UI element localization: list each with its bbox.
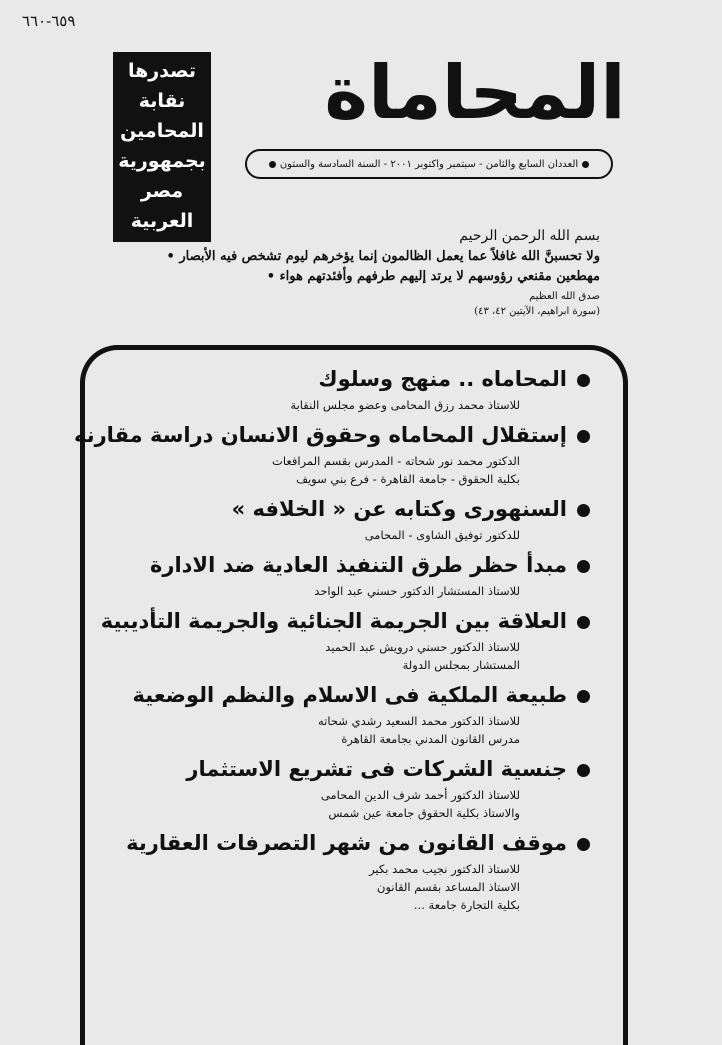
article-title: إستقلال المحاماه وحقوق الانسان دراسة مقارنه (73, 423, 567, 447)
article-entry (90, 362, 590, 414)
article-author: للاستاذ الدكتور حسني درويش عبد الحميد (325, 640, 520, 654)
issue-banner (245, 149, 613, 179)
bullet-icon (577, 374, 590, 387)
article-entry (90, 826, 590, 914)
article-title: العلاقة بين الجريمة الجنائية والجريمة التأديبية (100, 609, 567, 633)
bullet-icon (577, 764, 590, 777)
publisher-line: نقابة (138, 90, 186, 112)
article-title: السنهورى وكتابه عن « الخلافه » (231, 497, 567, 521)
bullet-icon (582, 161, 589, 168)
article-entry (90, 604, 590, 674)
quran-verse (120, 228, 600, 317)
publisher-box (113, 52, 211, 242)
article-author: للاستاذ محمد رزق المحامى وعضو مجلس النقابة (290, 398, 520, 412)
article-author: للدكتور توفيق الشاوى - المحامى (364, 528, 520, 542)
article-author: للاستاذ الدكتور محمد السعيد رشدي شحاته (318, 714, 520, 728)
basmala: بسم الله الرحمن الرحيم (459, 228, 600, 244)
page-number: ٦٥٩-٦٦٠ (22, 12, 76, 30)
bullet-icon (577, 690, 590, 703)
article-author: مدرس القانون المدني بجامعة القاهرة (341, 732, 520, 746)
issue-text: العددان السابع والثامن - سبتمبر واكتوبر ٢٠٠١ - السنة السادسة والستون (279, 158, 579, 170)
article-author: بكلية التجارة جامعة ... (413, 898, 520, 912)
bullet-icon (577, 504, 590, 517)
article-author: للاستاذ الدكتور أحمد شرف الدين المحامى (320, 788, 520, 802)
publisher-line: مصر (140, 180, 184, 202)
article-entry (90, 548, 590, 600)
verse-closing: صدق الله العظيم (529, 291, 600, 302)
bullet-icon (577, 616, 590, 629)
article-entry (90, 492, 590, 544)
verse-text: ولا تحسبنَّ الله غافلاً عما يعمل الظالمون إنما يؤخرهم ليوم تشخص فيه الأبصار • مهطعين مقنعي رؤوسهم لا يرتد إليهم طرفهم وأفئدتهم هواء • (166, 249, 600, 284)
bullet-icon (577, 430, 590, 443)
verse-source: (سورة ابراهيم، الآيتين ٤٢، ٤٣) (474, 306, 600, 317)
article-title: المحاماه .. منهج وسلوك (318, 367, 567, 391)
article-entry (73, 418, 590, 488)
article-author: والاستاذ بكلية الحقوق جامعة عين شمس (328, 806, 520, 820)
article-entry (90, 752, 590, 822)
article-author: للاستاذ المستشار الدكتور حسني عبد الواحد (314, 584, 520, 598)
article-author: بكلية الحقوق - جامعة القاهرة - فرع بني سويف (296, 472, 520, 486)
publisher-line: المحامين (120, 120, 204, 142)
bullet-icon (269, 161, 276, 168)
article-title: موقف القانون من شهر التصرفات العقارية (126, 831, 567, 855)
article-entry (90, 678, 590, 748)
bullet-icon (577, 560, 590, 573)
article-author: الاستاذ المساعد بقسم القانون (377, 880, 520, 894)
contents-list (73, 362, 590, 918)
publisher-line: العربية (130, 210, 194, 232)
masthead-title: المحاماة (324, 50, 626, 136)
publisher-line: تصدرها (127, 60, 197, 82)
publisher-line: بجمهورية (118, 150, 206, 172)
article-title: جنسية الشركات فى تشريع الاستثمار (186, 757, 567, 781)
article-author: الدكتور محمد نور شحاته - المدرس بقسم المرافعات (272, 454, 520, 468)
article-title: طبيعة الملكية فى الاسلام والنظم الوضعية (132, 683, 567, 707)
article-author: المستشار بمجلس الدولة (402, 658, 520, 672)
bullet-icon (577, 838, 590, 851)
article-title: مبدأ حظر طرق التنفيذ العادية ضد الادارة (149, 553, 567, 577)
article-author: للاستاذ الدكتور نجيب محمد بكير (369, 862, 520, 876)
